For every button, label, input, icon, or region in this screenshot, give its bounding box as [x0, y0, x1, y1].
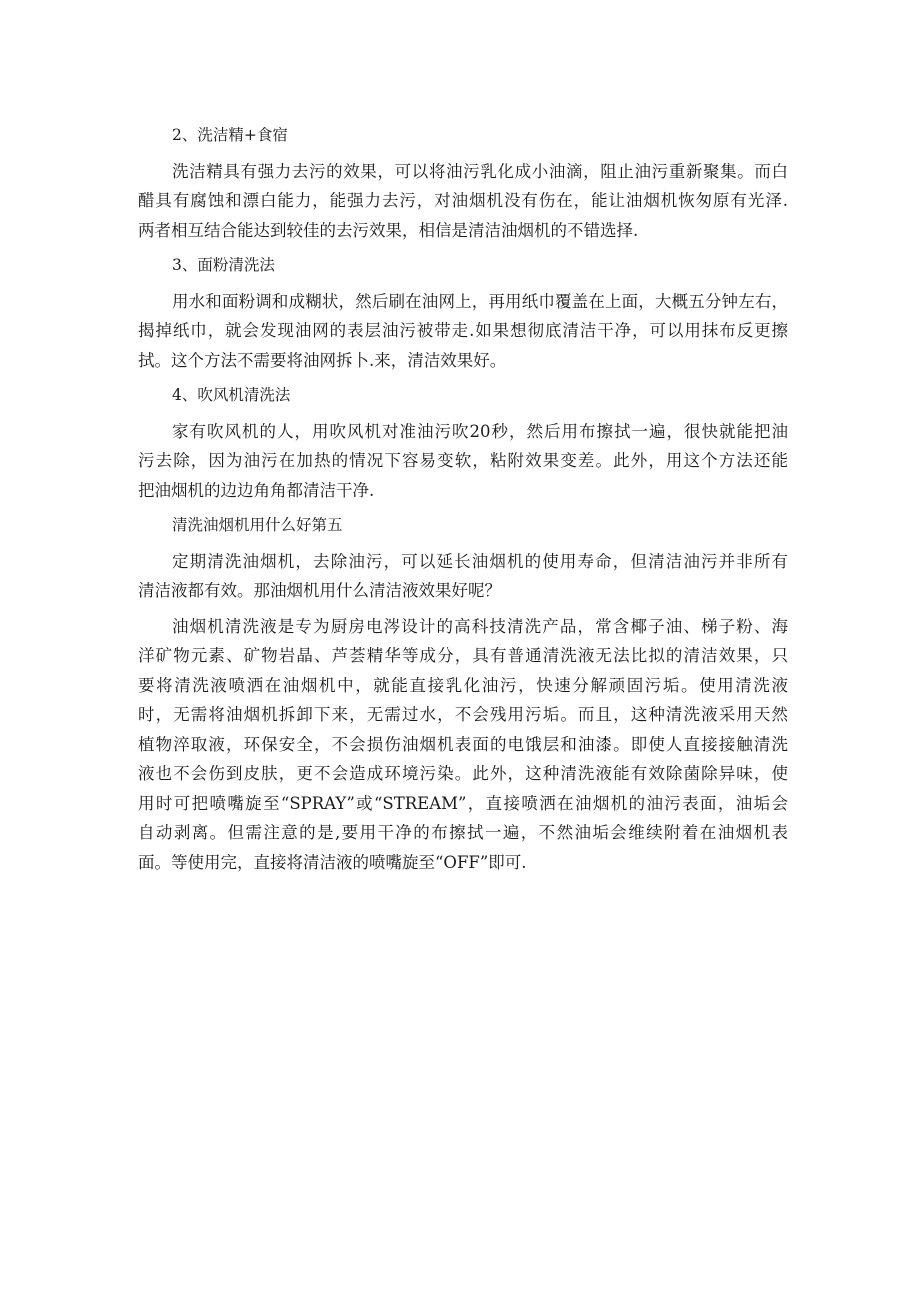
paragraph-line: 洋矿物元素、矿物岩晶、芦荟精华等成分，具有普通清洗液无法比拟的清洁效果，只 [138, 646, 788, 665]
paragraph [138, 417, 788, 506]
paragraph [138, 612, 788, 878]
paragraph-line: 植物淬取液，环保安全，不会损伤油烟机表面的电饿层和油漆。即使人直接接触清洗 [138, 734, 788, 754]
paragraph-line: 定期清洗油烟机，去除油污，可以延长油烟机的使用寿命，但清洁油污并非所有 [172, 551, 788, 571]
paragraph-line: 醋具有腐蚀和漂白能力，能强力去污，对油烟机没有伤在，能让油烟机恢匆原有光泽. [138, 191, 788, 210]
paragraph-line: 拭。这个方法不需要将油网拆卜.来，清洁效果好。 [138, 350, 507, 370]
section-heading: 清洗油烟机用什么好第五 [172, 516, 343, 534]
paragraph-line: 两者相互结合能达到较佳的去污效果，相信是清洁油烟机的不错选择. [138, 220, 639, 240]
paragraph-line: 用水和面粉调和成糊状，然后刷在油网上，再用纸巾覆盖在上面，大概五分钟左右， [172, 291, 788, 311]
section-heading: 2、洗洁精+食宿 [172, 126, 288, 144]
paragraph-line: 家有吹风机的人，用吹风机对准油污吹20秒，然后用布擦拭一遍，很快就能把油 [172, 421, 788, 441]
paragraph-line: 污去除，因为油污在加热的情况下容易变软，粘附效果变差。此外，用这个方法还能 [138, 451, 788, 470]
paragraph-line: 用时可把喷嘴旋至“SPRAY”或“STREAM”，直接喷洒在油烟机的油污表面，油垢会 [138, 793, 788, 813]
paragraph-line: 要将清洗液喷洒在油烟机中，就能直接乳化油污，快速分解顽固污垢。使用清洗液 [138, 675, 788, 695]
paragraph-line: 油烟机清洗液是专为厨房电涔设计的高科技清洗产品，常含椰子油、梯子粉、海 [172, 616, 788, 636]
paragraph-line: 揭掉纸巾，就会发现油网的表层油污被带走.如果想彻底清洁干净，可以用抹布反更擦 [138, 321, 788, 340]
paragraph-line: 时，无需将油烟机拆卸下来，无需过水，不会残用污垢。而且，这种清洗液采用天然 [138, 705, 788, 724]
paragraph [138, 287, 788, 376]
paragraph-line: 液也不会伤到皮肤，更不会造成环境污染。此外，这种清洗液能有效除菌除异味，使 [138, 764, 788, 783]
section-heading: 4、吹风机清洗法 [172, 386, 291, 404]
paragraph [138, 157, 788, 246]
paragraph-line: 把油烟机的边边角角都清洁干净. [138, 480, 375, 500]
section-heading: 3、面粉清洗法 [172, 256, 275, 274]
paragraph-line: 洗洁精具有强力去污的效果，可以将油污乳化成小油滴，阻止油污重新聚集。而白 [172, 161, 788, 181]
paragraph-line: 自动剥离。但需注意的是,要用干净的布擦拭一遍，不然油垢会维续附着在油烟机表 [138, 823, 788, 842]
paragraph [138, 547, 788, 606]
paragraph-line: 清洁液都有效。那油烟机用什么清洁液效果好呢？ [138, 581, 501, 600]
paragraph-line: 面。等使用完，直接将清洁液的喷嘴旋至“OFF”即可. [138, 852, 527, 872]
document-body [138, 121, 788, 877]
